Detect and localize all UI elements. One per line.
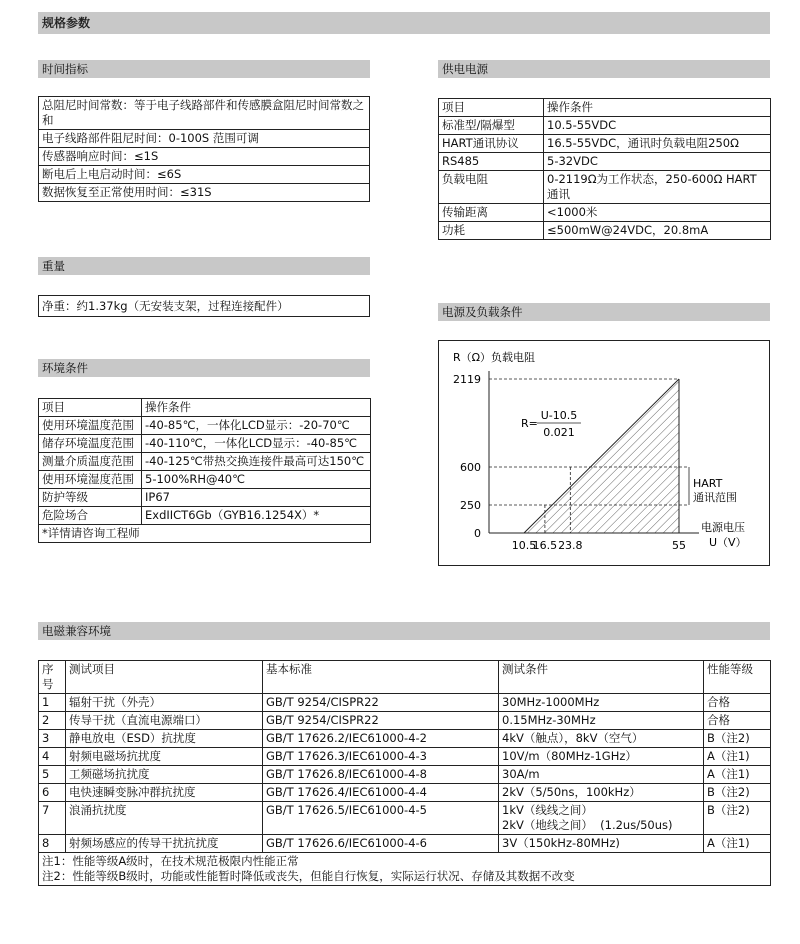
emc-no: 8 xyxy=(39,835,66,853)
section-title-time: 时间指标 xyxy=(38,60,370,78)
env-table xyxy=(38,398,371,543)
power-row xyxy=(439,153,771,171)
env-row xyxy=(39,417,371,435)
y-tick-label: 600 xyxy=(460,461,481,474)
emc-std: GB/T 17626.4/IEC61000-4-4 xyxy=(263,784,499,802)
emc-row xyxy=(39,766,771,784)
emc-std: GB/T 9254/CISPR22 xyxy=(263,694,499,712)
emc-cond: 10V/m（80MHz-1GHz） xyxy=(499,748,704,766)
power-table xyxy=(438,98,771,240)
env-item: 测量介质温度范围 xyxy=(39,453,142,471)
emc-row xyxy=(39,730,771,748)
emc-item: 射频场感应的传导干扰抗扰度 xyxy=(66,835,263,853)
env-row xyxy=(39,507,371,525)
power-cond: ≤500mW@24VDC，20.8mA xyxy=(544,222,771,240)
emc-cond: 3V（150kHz-80MHz) xyxy=(499,835,704,853)
y-tick-label: 2119 xyxy=(453,373,481,386)
power-item: 传输距离 xyxy=(439,204,544,222)
y-tick-label: 0 xyxy=(474,527,481,540)
emc-cond: 2kV（5/50ns，100kHz） xyxy=(499,784,704,802)
emc-item: 工频磁场抗扰度 xyxy=(66,766,263,784)
emc-grade: B（注2) xyxy=(704,802,771,835)
emc-cond: 30MHz-1000MHz xyxy=(499,694,704,712)
emc-no: 4 xyxy=(39,748,66,766)
formula-denominator: 0.021 xyxy=(543,426,575,439)
time-cell: 电子线路部件阻尼时间：0-100S 范围可调 xyxy=(39,130,370,148)
emc-std: GB/T 9254/CISPR22 xyxy=(263,712,499,730)
env-row xyxy=(39,435,371,453)
time-cell: 传感器响应时间：≤1S xyxy=(39,148,370,166)
emc-no: 1 xyxy=(39,694,66,712)
emc-header-grade: 性能等级 xyxy=(704,661,771,694)
power-row xyxy=(439,135,771,153)
power-cond: 5-32VDC xyxy=(544,153,771,171)
emc-grade: A（注1) xyxy=(704,748,771,766)
section-title-power: 供电电源 xyxy=(438,60,770,78)
env-item: 储存环境温度范围 xyxy=(39,435,142,453)
section-title-emc: 电磁兼容环境 xyxy=(38,622,770,640)
emc-note: 注2：性能等级B级时，功能或性能暂时降低或丧失，但能自行恢复，实际运行状况、存储及其数据不改变 xyxy=(42,869,575,883)
hart-label-2: 通讯范围 xyxy=(693,491,737,504)
env-note: *详情请咨询工程师 xyxy=(39,525,371,543)
emc-grade: A（注1) xyxy=(704,766,771,784)
env-item: 防护等级 xyxy=(39,489,142,507)
emc-no: 6 xyxy=(39,784,66,802)
load-chart xyxy=(438,340,770,566)
power-cond: 10.5-55VDC xyxy=(544,117,771,135)
y-axis-label: R（Ω）负载电阻 xyxy=(453,351,536,364)
x-tick-label: 23.8 xyxy=(558,539,583,552)
env-cond: 5-100%RH@40℃ xyxy=(142,471,371,489)
x-tick-label: 10.5 xyxy=(511,539,537,552)
env-item: 危险场合 xyxy=(39,507,142,525)
hart-label: HART xyxy=(693,477,723,490)
emc-grade: A（注1) xyxy=(704,835,771,853)
emc-note: 注1：性能等级A级时，在技术规范极限内性能正常 xyxy=(42,854,299,868)
section-title-weight: 重量 xyxy=(38,257,370,275)
power-item: HART通讯协议 xyxy=(439,135,544,153)
emc-item: 静电放电（ESD）抗扰度 xyxy=(66,730,263,748)
power-row xyxy=(439,171,771,204)
env-cond: -40-125℃带热交换连接件最高可达150℃ xyxy=(142,453,371,471)
emc-cond: 30A/m xyxy=(499,766,704,784)
emc-item: 浪涌抗扰度 xyxy=(66,802,263,835)
time-cell: 数据恢复至正常使用时间：≤31S xyxy=(39,184,370,202)
env-cond: -40-85℃，一体化LCD显示：-20-70℃ xyxy=(142,417,371,435)
emc-cond: 0.15MHz-30MHz xyxy=(499,712,704,730)
power-header-item: 项目 xyxy=(439,99,544,117)
x-axis-unit: U（V） xyxy=(709,536,747,549)
emc-header-std: 基本标准 xyxy=(263,661,499,694)
emc-no: 2 xyxy=(39,712,66,730)
env-header-cond: 操作条件 xyxy=(142,399,371,417)
emc-item: 电快速瞬变脉冲群抗扰度 xyxy=(66,784,263,802)
power-cond: <1000米 xyxy=(544,204,771,222)
env-header-item: 项目 xyxy=(39,399,142,417)
time-row xyxy=(39,148,370,166)
power-row xyxy=(439,117,771,135)
time-cell: 总阻尼时间常数：等于电子线路部件和传感膜盒阻尼时间常数之和 xyxy=(39,97,370,130)
emc-row xyxy=(39,748,771,766)
emc-std: GB/T 17626.3/IEC61000-4-3 xyxy=(263,748,499,766)
weight-value: 净重：约1.37kg（无安装支架，过程连接配件） xyxy=(38,295,370,317)
env-item: 使用环境温度范围 xyxy=(39,417,142,435)
time-cell: 断电后上电启动时间：≤6S xyxy=(39,166,370,184)
power-item: 负载电阻 xyxy=(439,171,544,204)
emc-item: 辐射干扰（外壳） xyxy=(66,694,263,712)
emc-no: 7 xyxy=(39,802,66,835)
emc-cond: 4kV（触点），8kV（空气） xyxy=(499,730,704,748)
formula-numerator: U-10.5 xyxy=(540,409,578,422)
emc-header-item: 测试项目 xyxy=(66,661,263,694)
emc-table xyxy=(38,660,771,886)
y-tick-label: 250 xyxy=(460,499,481,512)
env-row xyxy=(39,471,371,489)
env-item: 使用环境湿度范围 xyxy=(39,471,142,489)
emc-row xyxy=(39,835,771,853)
power-row xyxy=(439,204,771,222)
x-tick-label: 16.5 xyxy=(532,539,558,552)
emc-item: 传导干扰（直流电源端口） xyxy=(66,712,263,730)
power-cond: 0-2119Ω为工作状态，250-600Ω HART通讯 xyxy=(544,171,771,204)
x-tick-label: 55 xyxy=(672,539,686,552)
emc-cond: 1kV（线线之间） 2kV（地线之间） (1.2us/50us) xyxy=(499,802,704,835)
emc-row xyxy=(39,802,771,835)
emc-std: GB/T 17626.2/IEC61000-4-2 xyxy=(263,730,499,748)
env-cond: -40-110℃，一体化LCD显示：-40-85℃ xyxy=(142,435,371,453)
power-header-cond: 操作条件 xyxy=(544,99,771,117)
emc-row xyxy=(39,784,771,802)
emc-grade: B（注2) xyxy=(704,730,771,748)
time-row xyxy=(39,184,370,202)
emc-row xyxy=(39,712,771,730)
emc-std: GB/T 17626.8/IEC61000-4-8 xyxy=(263,766,499,784)
power-item: 标准型/隔爆型 xyxy=(439,117,544,135)
env-cond: ExdIICT6Gb（GYB16.1254X）* xyxy=(142,507,371,525)
power-row xyxy=(439,222,771,240)
page-title: 规格参数 xyxy=(38,12,770,34)
emc-no: 3 xyxy=(39,730,66,748)
power-item: RS485 xyxy=(439,153,544,171)
power-cond: 16.5-55VDC，通讯时负载电阻250Ω xyxy=(544,135,771,153)
emc-grade: 合格 xyxy=(704,712,771,730)
emc-std: GB/T 17626.5/IEC61000-4-5 xyxy=(263,802,499,835)
emc-item: 射频电磁场抗扰度 xyxy=(66,748,263,766)
emc-row xyxy=(39,694,771,712)
power-item: 功耗 xyxy=(439,222,544,240)
emc-no: 5 xyxy=(39,766,66,784)
env-row xyxy=(39,489,371,507)
emc-grade: 合格 xyxy=(704,694,771,712)
emc-grade: B（注2) xyxy=(704,784,771,802)
load-chart-svg xyxy=(439,341,769,565)
env-cond: IP67 xyxy=(142,489,371,507)
time-row xyxy=(39,166,370,184)
time-row xyxy=(39,130,370,148)
x-axis-label: 电源电压 xyxy=(701,521,745,534)
time-row xyxy=(39,97,370,130)
emc-std: GB/T 17626.6/IEC61000-4-6 xyxy=(263,835,499,853)
env-row xyxy=(39,453,371,471)
emc-notes xyxy=(39,853,771,886)
formula-prefix: R= xyxy=(521,417,538,430)
emc-header-cond: 测试条件 xyxy=(499,661,704,694)
emc-header-no: 序号 xyxy=(39,661,66,694)
time-table xyxy=(38,96,370,202)
section-title-env: 环境条件 xyxy=(38,359,370,377)
section-title-load: 电源及负载条件 xyxy=(438,303,770,321)
